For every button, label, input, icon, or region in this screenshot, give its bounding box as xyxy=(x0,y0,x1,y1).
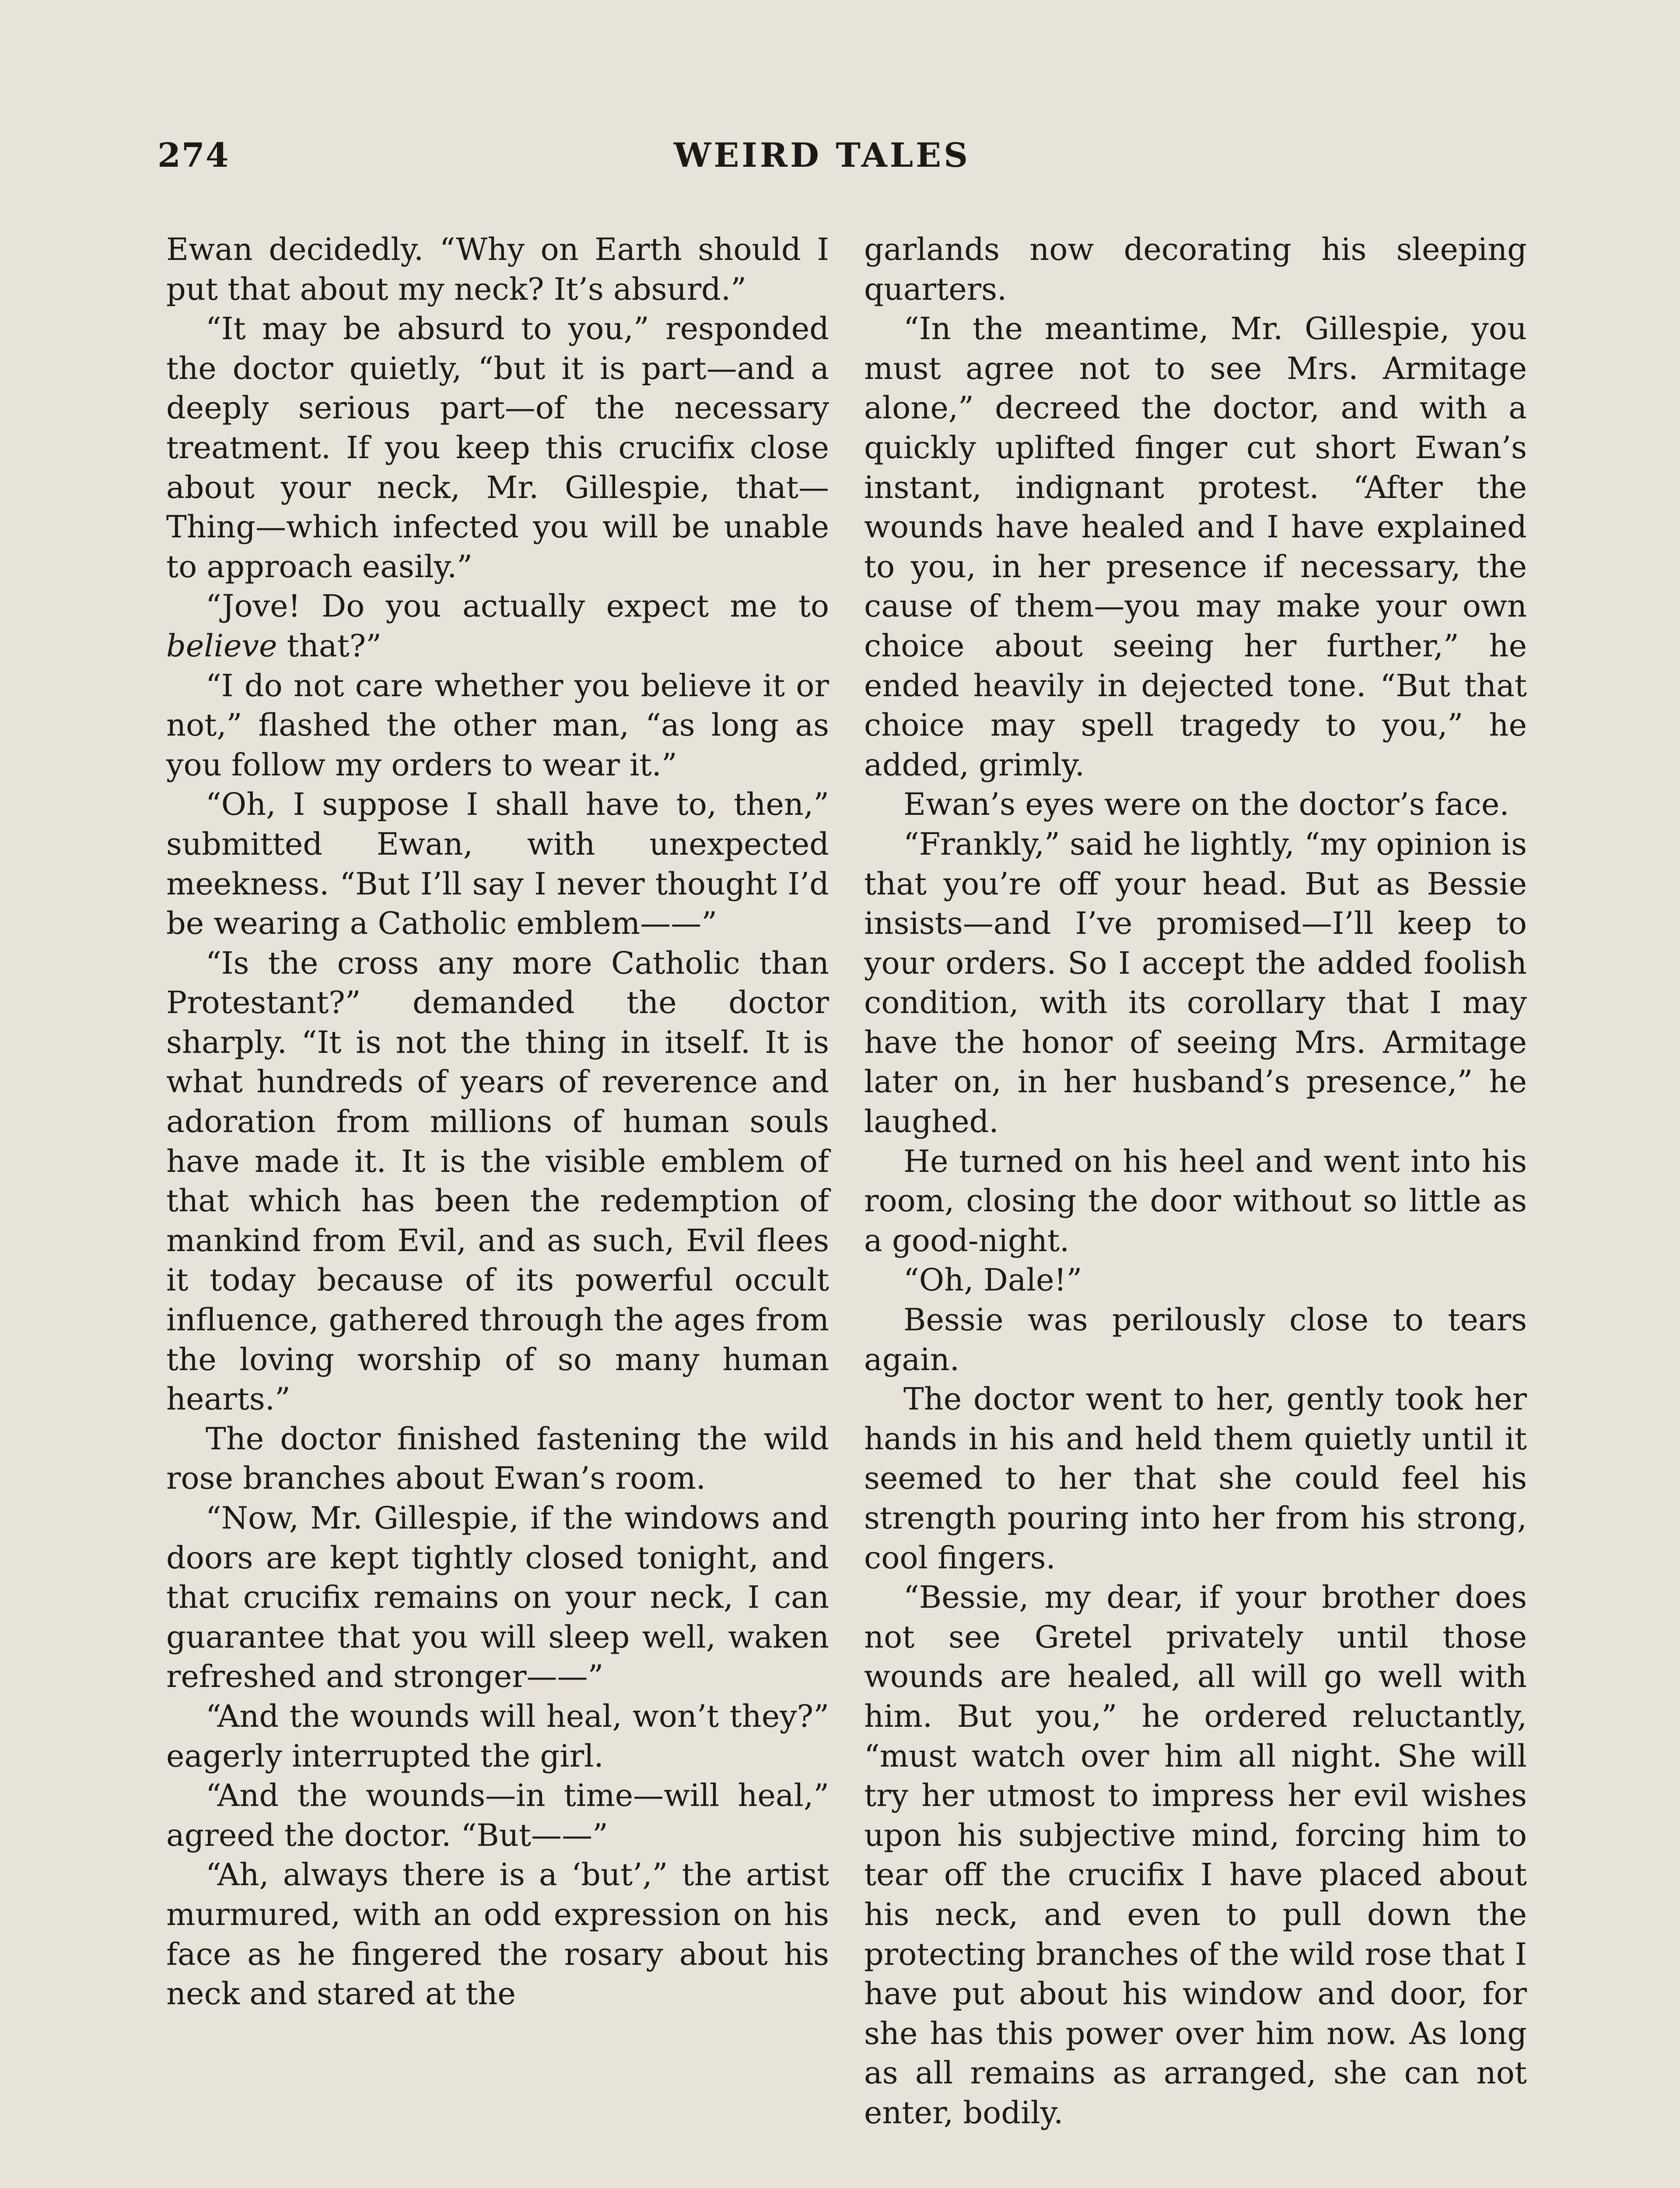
paragraph-text: that?” xyxy=(277,628,382,664)
paragraph: “Frankly,” said he lightly, “my opinion is that you’re off your head. But as Bessie insists—and I’ve promised—I’ll keep to your orders. So I accept the added foolish condition, with its corollary that I may have the honor of seeing Mrs. Armitage later on, in her husband’s presence,” he laughed. xyxy=(864,826,1527,1140)
paragraph: “It may be absurd to you,” responded the doctor quietly, “but it is part—and a deeply serious part—of the necessary treatment. If you keep this crucifix close about your neck, Mr. Gillespie, that—Thing—which infected you will be unable to approach easily.” xyxy=(166,311,829,585)
page-number: 274 xyxy=(158,136,230,175)
paragraph: The doctor went to her, gently took her hands in his and held them quietly until it seemed to her that she could feel his strength pouring into her from his strong, cool fingers. xyxy=(864,1381,1527,1576)
paragraph xyxy=(166,586,829,666)
paragraph: “And the wounds will heal, won’t they?” eagerly interrupted the girl. xyxy=(166,1698,829,1774)
paragraph: Bessie was perilously close to tears again. xyxy=(864,1302,1527,1378)
paragraph: “Now, Mr. Gillespie, if the windows and doors are kept tightly closed tonight, and that crucifix remains on your neck, I can guarantee that you will sleep well, waken refreshed and stronger——” xyxy=(166,1500,829,1695)
paragraph: The doctor finished fastening the wild rose branches about Ewan’s room. xyxy=(166,1420,829,1497)
paragraph: “Bessie, my dear, if your brother does not see Gretel privately until those wounds are healed, all will go well with him. But you,” he ordered reluctantly, “must watch over him all night. She will try her utmost to impress her evil wishes upon his subjective mind, forcing him to tear off the crucifix I have placed about his neck, and even to pull down the protecting branches of the wild rose that I have put about his window and door, for she has this power over him now. As long as all remains as arranged, she can not enter, bodily. xyxy=(864,1579,1527,2131)
paragraph: Ewan decidedly. “Why on Earth should I put that about my neck? It’s absurd.” xyxy=(166,231,829,307)
italic-word: believe xyxy=(166,628,277,664)
paragraph: “And the wounds—in time—will heal,” agreed the doctor. “But——” xyxy=(166,1778,829,1853)
paragraph-text: “Jove! Do you actually expect me to xyxy=(206,588,829,624)
paragraph: “Ah, always there is a ‘but’,” the artist murmured, with an odd expression on his face as he fingered the rosary about his neck and stared at the xyxy=(166,1857,829,2012)
paragraph: garlands now decorating his sleeping quarters. xyxy=(864,231,1527,307)
paragraph: “Is the cross any more Catholic than Protestant?” demanded the doctor sharply. “It is not the thing in itself. It is what hundreds of years of reverence and adoration from millions of human souls have made it. It is the visible emblem of that which has been the redemption of mankind from Evil, and as such, Evil flees it today because of its powerful occult influence, gathered through the ages from the loving worship of so many human hearts.” xyxy=(166,945,829,1417)
paragraph: Ewan’s eyes were on the doctor’s face. xyxy=(903,786,1509,823)
paragraph: “I do not care whether you believe it or not,” flashed the other man, “as long as you follow my orders to wear it.” xyxy=(166,667,829,783)
running-head: WEIRD TALES xyxy=(674,136,970,175)
paragraph: “Oh, Dale!” xyxy=(903,1262,1082,1298)
paragraph: He turned on his heel and went into his room, closing the door without so little as a good-night. xyxy=(864,1143,1527,1259)
paragraph: “Oh, I suppose I shall have to, then,” submitted Ewan, with unexpected meekness. “But I’ll say I never thought I’d be wearing a Catholic emblem——” xyxy=(166,786,829,942)
right-column xyxy=(864,230,1527,2133)
left-column xyxy=(166,230,829,2014)
paragraph: “In the meantime, Mr. Gillespie, you must agree not to see Mrs. Armitage alone,” decreed the doctor, and with a quickly uplifted finger cut short Ewan’s instant, indignant protest. “After the wounds have healed and I have explained to you, in her presence if necessary, the cause of them—you may make your own choice about seeing her further,” he ended heavily in dejected tone. “But that choice may spell tragedy to you,” he added, grimly. xyxy=(864,311,1527,783)
